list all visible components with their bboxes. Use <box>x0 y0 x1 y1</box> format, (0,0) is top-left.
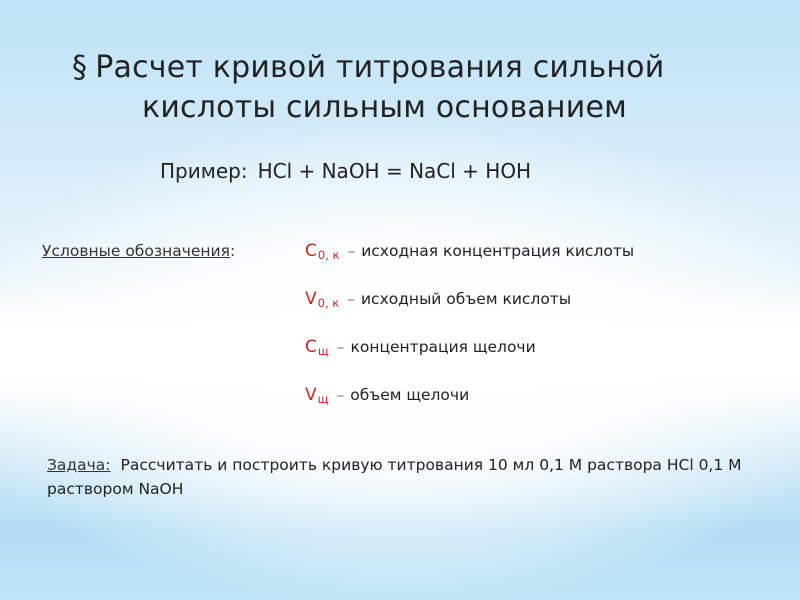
symbol-subscript: 0, к <box>317 248 340 262</box>
symbol-subscript: щ <box>317 344 329 358</box>
legend-item-initial-acid-volume <box>305 288 571 314</box>
symbol: $C_щ$ <box>305 337 329 358</box>
example-equation: HCl + NaOH = NaCl + HOH <box>257 159 532 183</box>
symbol: $C_{0, к}$ <box>305 241 340 262</box>
legend-item-alkali-volume <box>305 384 469 410</box>
section-sign: § <box>72 50 88 85</box>
definition-text: исходная концентрация кислоты <box>361 242 635 260</box>
symbol: $V_{0, к}$ <box>305 289 340 310</box>
task-label: Задача: <box>47 456 111 474</box>
legend-item-alkali-concentration <box>305 336 536 362</box>
task-text: Рассчитать и построить кривую титрования 10 мл 0,1 М раствора HCl 0,1 М раствором NaOH <box>47 456 742 498</box>
dash: – <box>336 338 345 356</box>
legend-item-initial-acid-concentration <box>305 240 634 266</box>
symbol-subscript: щ <box>317 392 329 406</box>
definition-text: концентрация щелочи <box>350 338 536 356</box>
slide-title <box>72 48 762 128</box>
legend-label-text: Условные обозначения <box>42 242 230 260</box>
example-row <box>160 157 531 185</box>
legend-label <box>42 240 235 262</box>
task-block <box>47 453 767 501</box>
symbol-subscript: 0, к <box>317 296 340 310</box>
dash: – <box>336 386 345 404</box>
symbol: $V_щ$ <box>305 385 329 406</box>
definition-text: объем щелочи <box>350 386 470 404</box>
definition-text: исходный объем кислоты <box>360 290 572 308</box>
example-label: Пример: <box>160 159 248 183</box>
legend-label-colon: : <box>229 242 236 260</box>
title-line-2: кислоты сильным основанием <box>142 90 627 125</box>
dash: – <box>347 290 355 308</box>
title-line-1: Расчет кривой титрования сильной <box>95 50 665 85</box>
dash: – <box>347 242 356 260</box>
